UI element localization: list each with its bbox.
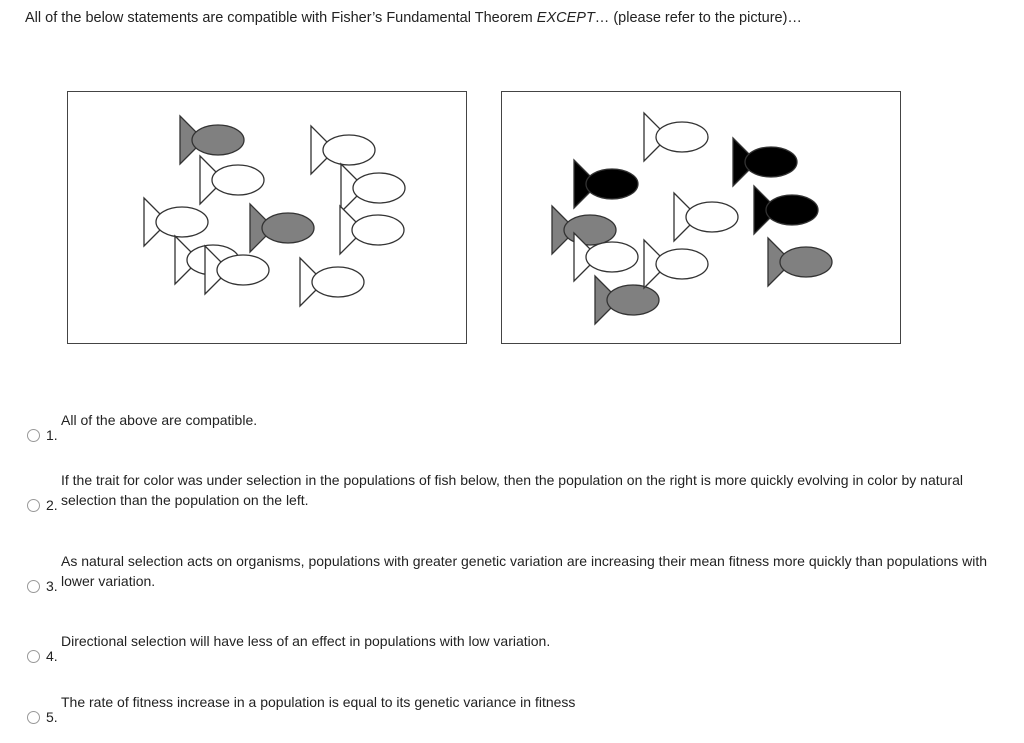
white-fish-2 (200, 156, 264, 204)
question-emphasis: EXCEPT (536, 10, 595, 26)
white-fish-7 (341, 164, 405, 212)
option-text: The rate of fitness increase in a population is equal to its genetic variance in fitness (61, 694, 576, 710)
option-text: All of the above are compatible. (61, 412, 258, 428)
black-fish-2 (574, 160, 638, 208)
option-text: As natural selection acts on organisms, populations with greater genetic variation are increasing their mean fitness more quickly than populations with lower variation. (61, 553, 988, 589)
option-number: 2. (46, 497, 58, 513)
white-fish-9 (644, 240, 708, 288)
radio-button[interactable] (27, 580, 40, 593)
question-tail: … (please refer to the picture)… (594, 10, 802, 26)
white-fish-5 (674, 193, 738, 241)
fish-figure-right (502, 92, 902, 345)
radio-button[interactable] (27, 429, 40, 442)
gray-fish-6 (250, 204, 314, 252)
option-text: If the trait for color was under selection in the populations of fish below, then the population on the right is more quickly evolving in color by natural selection than the population on the left. (61, 472, 963, 508)
gray-fish-1 (180, 116, 244, 164)
white-fish-10 (340, 206, 404, 254)
option-number: 1. (46, 427, 58, 443)
white-fish-1 (644, 113, 708, 161)
gray-fish-10 (768, 238, 832, 286)
white-fish-9 (300, 258, 364, 306)
option-number: 5. (46, 709, 58, 725)
option-number: 3. (46, 578, 58, 594)
question-lead: All of the below statements are compatible with Fisher’s Fundamental Theorem (25, 10, 537, 26)
radio-button[interactable] (27, 650, 40, 663)
option-number: 4. (46, 648, 58, 664)
black-fish-8 (754, 186, 818, 234)
fish-figure-left (68, 92, 468, 345)
fish-population-right (501, 91, 901, 344)
fish-population-left (67, 91, 467, 344)
option-text: Directional selection will have less of an effect in populations with low variation. (61, 633, 551, 649)
radio-button[interactable] (27, 499, 40, 512)
radio-button[interactable] (27, 711, 40, 724)
black-fish-6 (733, 138, 797, 186)
question-text (25, 10, 802, 26)
